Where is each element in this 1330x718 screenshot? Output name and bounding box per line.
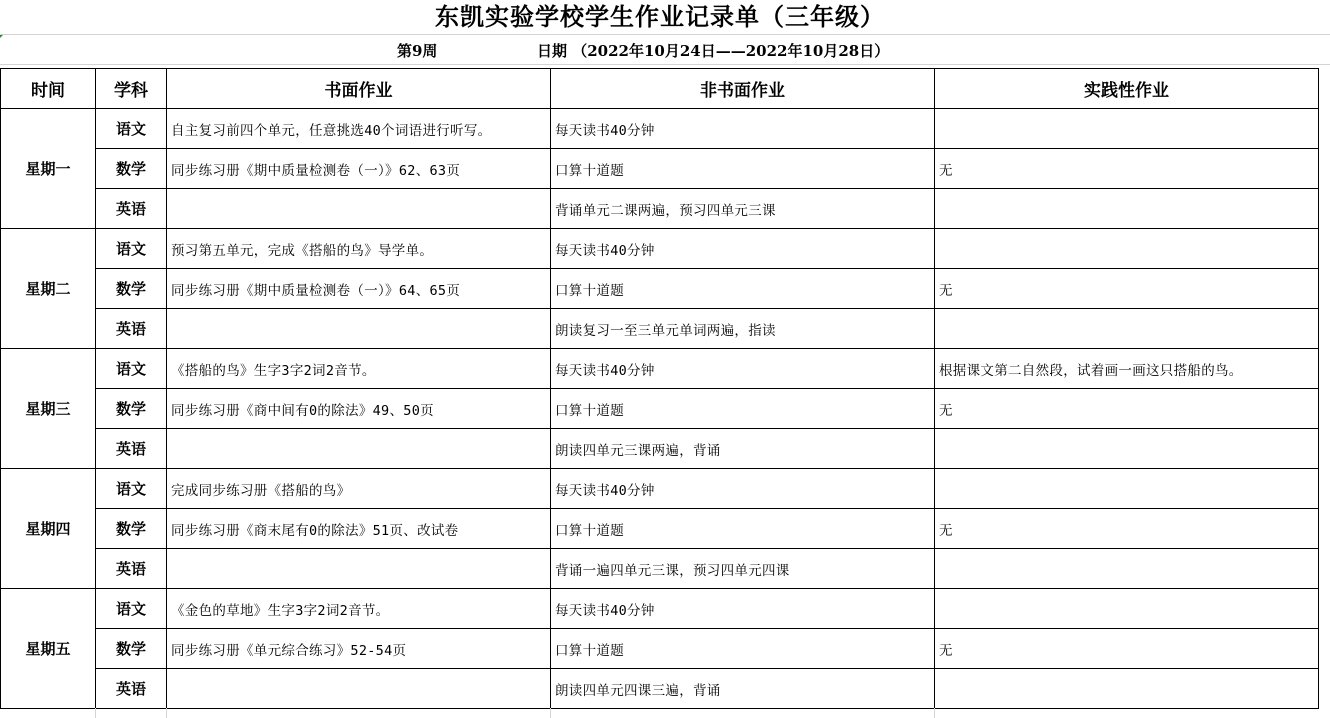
practice-homework-cell[interactable] [935,309,1319,349]
table-body [1,109,1319,709]
header-time[interactable]: 时间 [1,69,96,109]
written-homework-cell[interactable]: 预习第五单元，完成《搭船的鸟》导学单。 [167,229,551,269]
practice-homework-cell[interactable]: 无 [935,269,1319,309]
practice-homework-cell[interactable] [935,429,1319,469]
header-subject[interactable]: 学科 [96,69,167,109]
table-row [1,589,1319,629]
practice-homework-cell[interactable] [935,549,1319,589]
written-homework-cell[interactable]: 《金色的草地》生字3字2词2音节。 [167,589,551,629]
table-row [1,549,1319,589]
day-cell[interactable]: 星期五 [1,589,96,709]
subject-cell[interactable]: 语文 [96,469,167,509]
gridline [0,64,1330,65]
table-row [1,149,1319,189]
nonwritten-homework-cell[interactable]: 每天读书40分钟 [551,349,935,389]
nonwritten-homework-cell[interactable]: 口算十道题 [551,389,935,429]
table-row [1,309,1319,349]
subject-cell[interactable]: 数学 [96,269,167,309]
nonwritten-homework-cell[interactable]: 每天读书40分钟 [551,469,935,509]
header-nonwritten[interactable]: 非书面作业 [551,69,935,109]
written-homework-cell[interactable] [167,429,551,469]
nonwritten-homework-cell[interactable]: 口算十道题 [551,269,935,309]
subject-cell[interactable]: 数学 [96,629,167,669]
next-row-gridlines [0,708,1330,718]
practice-homework-cell[interactable] [935,109,1319,149]
subject-cell[interactable]: 语文 [96,109,167,149]
subject-cell[interactable]: 语文 [96,349,167,389]
subject-cell[interactable]: 英语 [96,669,167,709]
written-homework-cell[interactable]: 同步练习册《期中质量检测卷（一）》62、63页 [167,149,551,189]
header-row [1,69,1319,109]
practice-homework-cell[interactable] [935,469,1319,509]
written-homework-cell[interactable] [167,189,551,229]
day-cell[interactable]: 星期一 [1,109,96,229]
written-homework-cell[interactable]: 同步练习册《期中质量检测卷（一）》64、65页 [167,269,551,309]
written-homework-cell[interactable] [167,309,551,349]
nonwritten-homework-cell[interactable]: 口算十道题 [551,509,935,549]
week-label: 第9周 [397,42,438,60]
header-written[interactable]: 书面作业 [167,69,551,109]
subject-cell[interactable]: 语文 [96,229,167,269]
subject-cell[interactable]: 英语 [96,549,167,589]
practice-homework-cell[interactable]: 无 [935,509,1319,549]
day-cell[interactable]: 星期四 [1,469,96,589]
subject-cell[interactable]: 数学 [96,149,167,189]
written-homework-cell[interactable] [167,549,551,589]
practice-homework-cell[interactable] [935,229,1319,269]
gridline [550,708,551,718]
written-homework-cell[interactable]: 同步练习册《商中间有0的除法》49、50页 [167,389,551,429]
practice-homework-cell[interactable]: 无 [935,149,1319,189]
page-title: 东凯实验学校学生作业记录单（三年级） [435,2,885,31]
nonwritten-homework-cell[interactable]: 朗读四单元三课两遍，背诵 [551,429,935,469]
subject-cell[interactable]: 数学 [96,509,167,549]
table-row [1,509,1319,549]
gridline [166,708,167,718]
table-row [1,109,1319,149]
header-practice[interactable]: 实践性作业 [935,69,1319,109]
written-homework-cell[interactable]: 自主复习前四个单元，任意挑选40个词语进行听写。 [167,109,551,149]
nonwritten-homework-cell[interactable]: 每天读书40分钟 [551,589,935,629]
day-cell[interactable]: 星期二 [1,229,96,349]
practice-homework-cell[interactable]: 根据课文第二自然段，试着画一画这只搭船的鸟。 [935,349,1319,389]
date-range: 日期 （2022年10月24日——2022年10月28日） [537,42,890,60]
table-row [1,269,1319,309]
nonwritten-homework-cell[interactable]: 口算十道题 [551,629,935,669]
nonwritten-homework-cell[interactable]: 每天读书40分钟 [551,109,935,149]
nonwritten-homework-cell[interactable]: 背诵一遍四单元三课，预习四单元四课 [551,549,935,589]
subject-cell[interactable]: 英语 [96,309,167,349]
subject-cell[interactable]: 英语 [96,189,167,229]
subject-cell[interactable]: 数学 [96,389,167,429]
table-row [1,389,1319,429]
table-row [1,669,1319,709]
nonwritten-homework-cell[interactable]: 背诵单元二课两遍，预习四单元三课 [551,189,935,229]
gridline [0,34,1330,35]
written-homework-cell[interactable] [167,669,551,709]
table-row [1,189,1319,229]
gridline [934,708,935,718]
written-homework-cell[interactable]: 《搭船的鸟》生字3字2词2音节。 [167,349,551,389]
written-homework-cell[interactable]: 同步练习册《单元综合练习》52-54页 [167,629,551,669]
practice-homework-cell[interactable]: 无 [935,389,1319,429]
homework-table [0,68,1319,709]
nonwritten-homework-cell[interactable]: 朗读复习一至三单元单词两遍，指读 [551,309,935,349]
practice-homework-cell[interactable] [935,669,1319,709]
written-homework-cell[interactable]: 完成同步练习册《搭船的鸟》 [167,469,551,509]
day-cell[interactable]: 星期三 [1,349,96,469]
table-row [1,229,1319,269]
subject-cell[interactable]: 英语 [96,429,167,469]
gridline [95,708,96,718]
nonwritten-homework-cell[interactable]: 朗读四单元四课三遍，背诵 [551,669,935,709]
practice-homework-cell[interactable] [935,189,1319,229]
subject-cell[interactable]: 语文 [96,589,167,629]
practice-homework-cell[interactable]: 无 [935,629,1319,669]
table-row [1,629,1319,669]
table-row [1,429,1319,469]
written-homework-cell[interactable]: 同步练习册《商末尾有0的除法》51页、改试卷 [167,509,551,549]
practice-homework-cell[interactable] [935,589,1319,629]
nonwritten-homework-cell[interactable]: 每天读书40分钟 [551,229,935,269]
nonwritten-homework-cell[interactable]: 口算十道题 [551,149,935,189]
table-row [1,349,1319,389]
table-row [1,469,1319,509]
